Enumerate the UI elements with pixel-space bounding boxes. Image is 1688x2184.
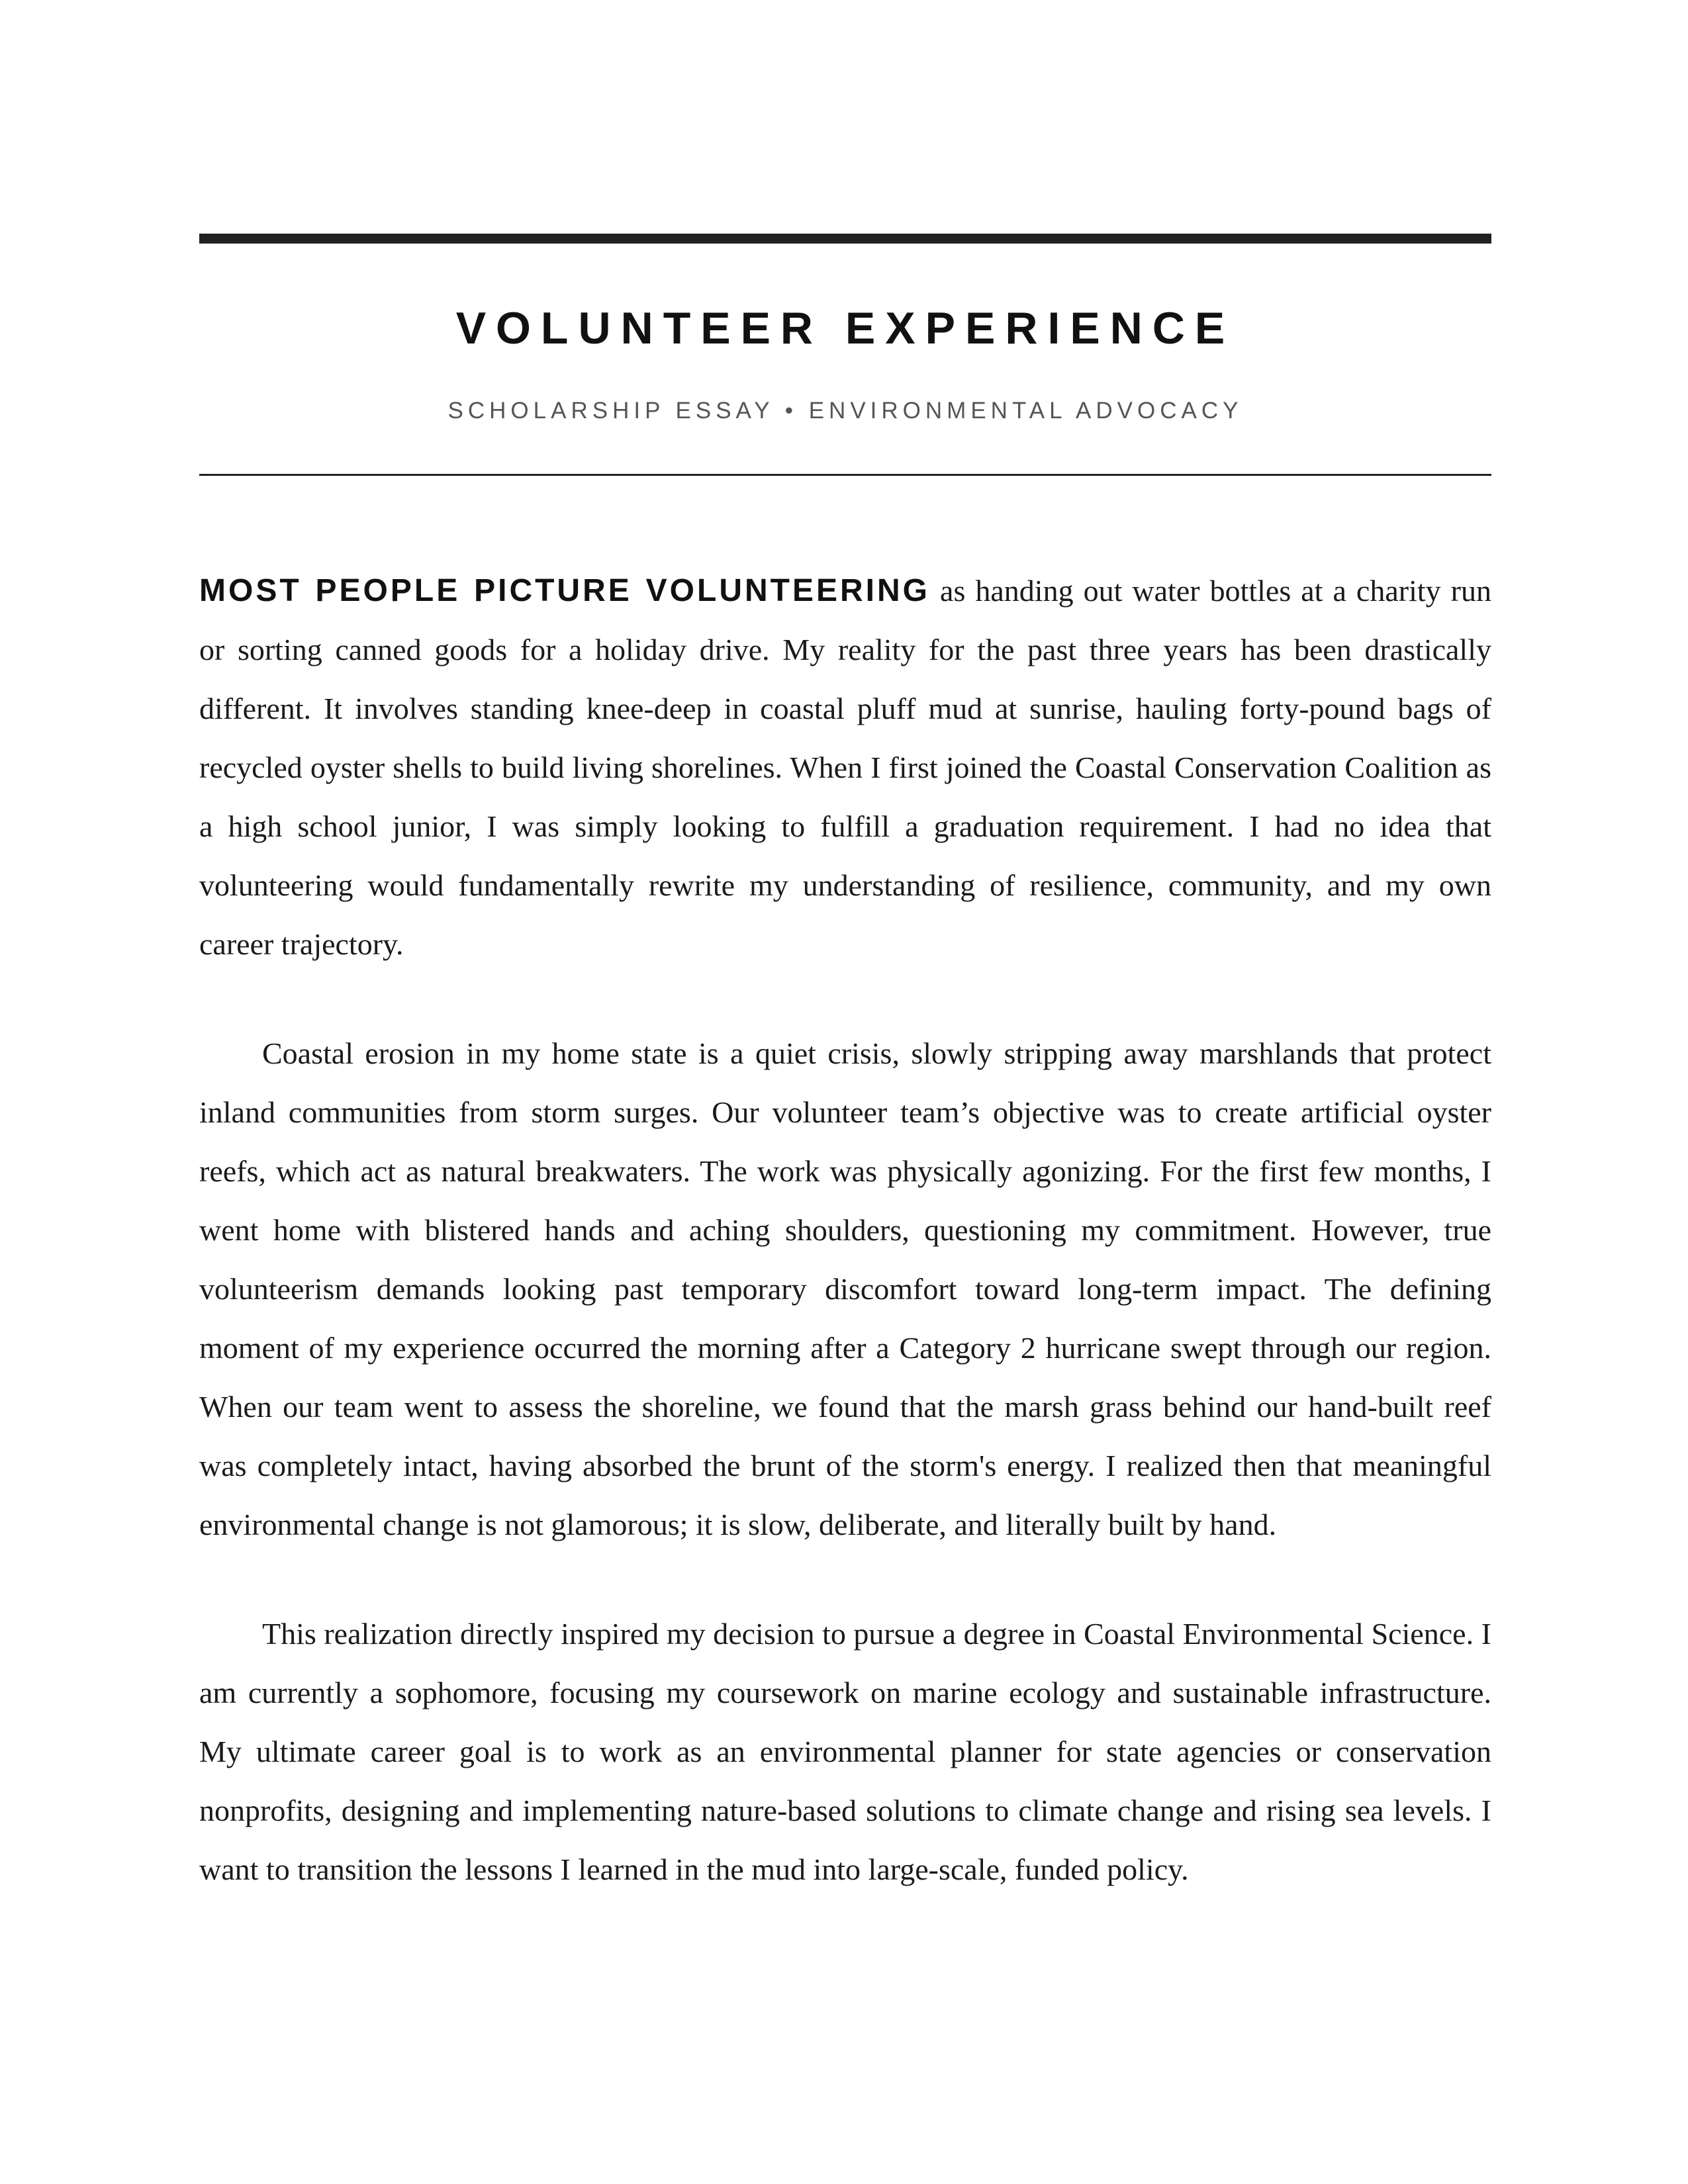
paragraph-1-text: as handing out water bottles at a charity run or sorting canned goods for a holiday drive. My reality for the past three years has been drastically different. It involves standing knee-deep in coastal pluff mud at sunrise, hauling forty-pound bags of recycled oyster shells to build living shorelines. When I first joined the Coastal Conservation Coalition as a high school junior, I was simply looking to fulfill a graduation requirement. I had no idea that volunteering would fundamentally rewrite my understanding of resilience, community, and my own career trajectory.	[199, 574, 1491, 961]
essay-body	[199, 561, 1491, 1949]
lead-in-phrase: MOST PEOPLE PICTURE VOLUNTEERING	[199, 573, 930, 608]
header-divider	[199, 474, 1491, 476]
essay-paragraph-2: Coastal erosion in my home state is a quiet crisis, slowly stripping away marshlands that protect inland communities from storm surges. Our volunteer team’s objective was to create artificial oyster reefs, which act as natural breakwaters. The work was physically agonizing. For the first few months, I went home with blistered hands and aching shoulders, questioning my commitment. However, true volunteerism demands looking past temporary discomfort toward long-term impact. The defining moment of my experience occurred the morning after a Category 2 hurricane swept through our region. When our team went to assess the shoreline, we found that the marsh grass behind our hand-built reef was completely intact, having absorbed the brunt of the storm's energy. I realized then that meaningful environmental change is not glamorous; it is slow, deliberate, and literally built by hand.	[199, 1036, 1491, 1541]
page-subtitle: SCHOLARSHIP ESSAY • ENVIRONMENTAL ADVOCACY	[447, 398, 1243, 424]
page-title: VOLUNTEER EXPERIENCE	[455, 303, 1235, 353]
top-divider	[199, 234, 1491, 244]
essay-paragraph-3: This realization directly inspired my decision to pursue a degree in Coastal Environmental Science. I am currently a sophomore, focusing my coursework on marine ecology and sustainable infrastructure. My ultimate career goal is to work as an environmental planner for state agencies or conservation nonprofits, designing and implementing nature-based solutions to climate change and rising sea levels. I want to transition the lessons I learned in the mud into large-scale, funded policy.	[199, 1617, 1491, 1886]
essay-paragraph-1	[199, 561, 1491, 974]
